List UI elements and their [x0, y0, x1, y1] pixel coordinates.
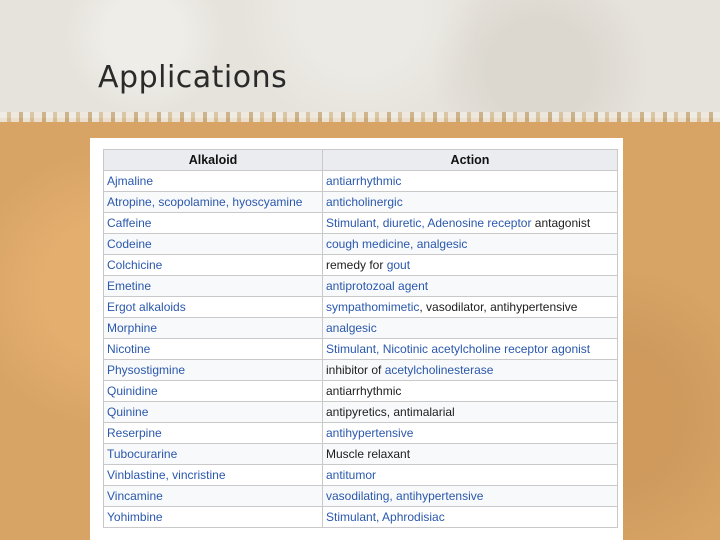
alkaloid-cell[interactable]: Morphine: [104, 318, 323, 339]
alkaloid-cell[interactable]: Yohimbine: [104, 507, 323, 528]
table-row: [104, 465, 618, 486]
table-row: [104, 360, 618, 381]
action-cell: [323, 276, 618, 297]
action-link[interactable]: acetylcholinesterase: [384, 363, 494, 377]
slide-title: Applications: [98, 60, 288, 95]
alkaloid-cell[interactable]: Codeine: [104, 234, 323, 255]
table-row: [104, 297, 618, 318]
alkaloid-cell[interactable]: Nicotine: [104, 339, 323, 360]
table-body: [104, 171, 618, 528]
alkaloid-cell[interactable]: Colchicine: [104, 255, 323, 276]
action-link[interactable]: Stimulant, Aphrodisiac: [326, 510, 445, 524]
action-link[interactable]: antitumor: [326, 468, 377, 482]
action-link[interactable]: anticholinergic: [326, 195, 403, 209]
action-cell: [323, 318, 618, 339]
alkaloid-cell[interactable]: Emetine: [104, 276, 323, 297]
action-link[interactable]: antihypertensive: [326, 426, 414, 440]
alkaloid-cell[interactable]: Reserpine: [104, 423, 323, 444]
table-row: [104, 486, 618, 507]
action-cell: [323, 507, 618, 528]
table-row: [104, 339, 618, 360]
table-row: [104, 381, 618, 402]
action-link[interactable]: antiarrhythmic: [326, 174, 402, 188]
alkaloid-cell[interactable]: Physostigmine: [104, 360, 323, 381]
action-cell: [323, 423, 618, 444]
action-link[interactable]: analgesic: [326, 321, 377, 335]
action-cell: [323, 486, 618, 507]
alkaloid-cell[interactable]: Caffeine: [104, 213, 323, 234]
column-header-action: Action: [323, 150, 618, 171]
table-row: [104, 192, 618, 213]
table-row: [104, 402, 618, 423]
table-row: [104, 171, 618, 192]
action-link[interactable]: sympathomimetic: [326, 300, 420, 314]
action-text: antiarrhythmic: [326, 384, 402, 398]
table-row: [104, 213, 618, 234]
action-cell: [323, 465, 618, 486]
action-cell: [323, 297, 618, 318]
action-text: antipyretics, antimalarial: [326, 405, 455, 419]
action-cell: [323, 339, 618, 360]
action-cell: [323, 402, 618, 423]
table-row: [104, 507, 618, 528]
action-text: , vasodilator, antihypertensive: [419, 300, 578, 314]
alkaloid-table: [103, 149, 618, 528]
slide-header-band: [0, 0, 720, 118]
action-text: antagonist: [534, 216, 591, 230]
action-text: remedy for: [326, 258, 387, 272]
table-row: [104, 423, 618, 444]
action-link[interactable]: Stimulant, diuretic, Adenosine receptor: [326, 216, 535, 230]
alkaloid-cell[interactable]: Atropine, scopolamine, hyoscyamine: [104, 192, 323, 213]
alkaloid-cell[interactable]: Ergot alkaloids: [104, 297, 323, 318]
action-cell: [323, 255, 618, 276]
column-header-alkaloid: Alkaloid: [104, 150, 323, 171]
table-row: [104, 318, 618, 339]
action-text: Muscle relaxant: [326, 447, 411, 461]
action-link[interactable]: vasodilating, antihypertensive: [326, 489, 484, 503]
alkaloid-cell[interactable]: Vinblastine, vincristine: [104, 465, 323, 486]
action-link[interactable]: gout: [386, 258, 411, 272]
action-cell: [323, 192, 618, 213]
action-link[interactable]: Stimulant, Nicotinic acetylcholine receptor agonist: [326, 342, 591, 356]
alkaloid-cell[interactable]: Quinine: [104, 402, 323, 423]
action-cell: [323, 171, 618, 192]
action-cell: [323, 234, 618, 255]
action-text: inhibitor of: [326, 363, 385, 377]
table-row: [104, 276, 618, 297]
action-cell: [323, 213, 618, 234]
action-link[interactable]: antiprotozoal agent: [326, 279, 429, 293]
action-cell: [323, 360, 618, 381]
table-row: [104, 444, 618, 465]
action-cell: [323, 381, 618, 402]
table-row: [104, 234, 618, 255]
alkaloid-cell[interactable]: Quinidine: [104, 381, 323, 402]
table-row: [104, 255, 618, 276]
action-link[interactable]: cough medicine, analgesic: [326, 237, 468, 251]
action-cell: [323, 444, 618, 465]
alkaloid-cell[interactable]: Vincamine: [104, 486, 323, 507]
alkaloid-cell[interactable]: Tubocurarine: [104, 444, 323, 465]
table-header-row: [104, 150, 618, 171]
alkaloid-cell[interactable]: Ajmaline: [104, 171, 323, 192]
